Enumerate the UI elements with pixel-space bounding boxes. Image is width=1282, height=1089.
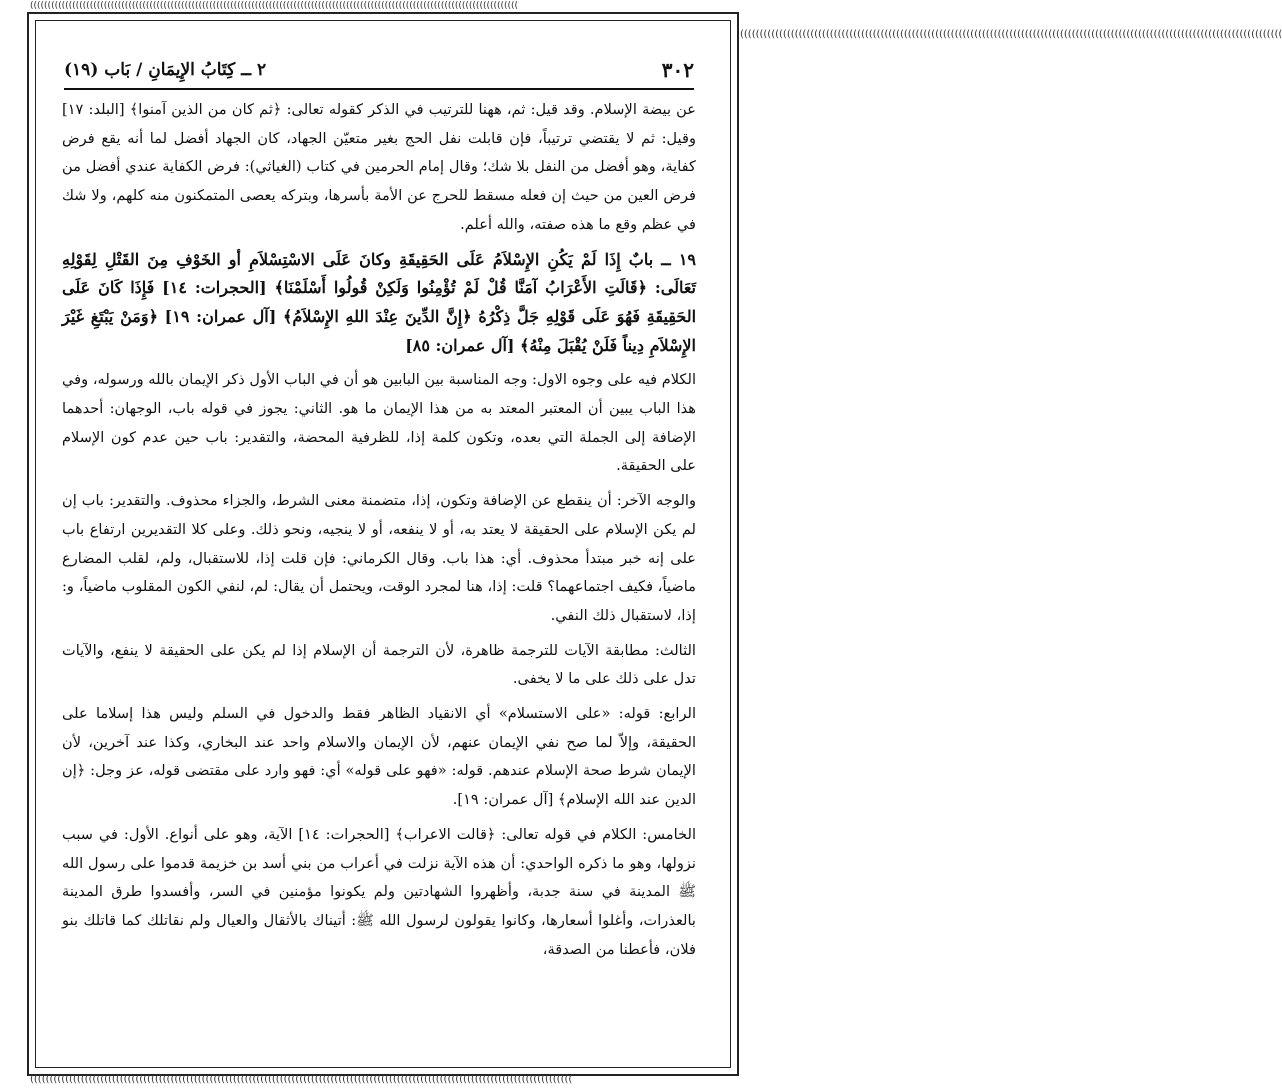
- top-ornament: (((((((((((((((((((((((((((((((((((((((((((((((((((((((((((((((((((((((((((((((((((((((((((((((((((((((((((((((((((((((((((((((((((((((((((: [30, 1, 519, 11]
- running-title: ٢ ــ كِتَابُ الإِيمَانِ / بَاب (١٩): [64, 60, 267, 80]
- page-number: ٣٠٢: [661, 58, 694, 82]
- main-text: [62, 96, 696, 1066]
- bottom-ornament: (((((((((((((((((((((((((((((((((((((((((((((((((((((((((((((((((((((((((((((((((((((((((((((((((((((((((((((((((((((((((((((((((((((((((((: [30, 1074, 573, 1085]
- paragraph-third: الثالث: مطابقة الآيات للترجمة ظاهرة، لأن الترجمة أن الإسلام إذا لم يكن على الحقيقة لا ينفع، والآيات تدل على ذلك على ما لا يخفى.: [62, 641, 696, 688]
- paragraph-other-aspect: والوجه الآخر: أن ينقطع عن الإضافة وتكون، إذا، متضمنة معنى الشرط، والجزاء محذوف. والتقدير: باب إن لم يكن الإسلام على الحقيقة لا يعتد به، أو لا ينفعه، أو لا ينجيه، ونحو ذلك. وعلى كلا التقديرين ارتفاع باب على إنه خبر مبتدأ محذوف. أي: هذا باب. وقال الكرماني: فإن قلت إذا، للاستقبال، ولم، لقلب المضارع ماضياً، فكيف اجتماعهما؟ قلت: إذا، هنا لمجرد الوقت، ويحتمل أن يقال: لم، لنفي الكون المقلوب ماضياً، و: إذا، لاستقبال ذلك النفي.: [62, 492, 696, 624]
- paragraph-fifth: الخامس: الكلام في قوله تعالى: ﴿قالت الاعراب﴾ [الحجرات: ١٤] الآية، وهو على أنواع. الأول: في سبب نزولها، وهو ما ذكره الواحدي: أن هذه الآية نزلت في أعراب من بني أسد بن خزيمة قدموا على رسول الله ﷺ المدينة في سنة جدبة، وأظهروا الشهادتين ولم يكونوا مؤمنين في السر، وأفسدوا طرق المدينة بالعذرات، وأغلوا أسعارها، وكانوا يقولون لرسول الله ﷺ: أتيناك بالأثقال والعيال ولم نقاتلك كما قاتلك بنو فلان، فأعطنا من الصدقة،: [62, 825, 696, 958]
- right-ornament: (((((((((((((((((((((((((((((((((((((((((((((((((((((((((((((((((((((((((((((((((((((((((((((((((((((((((((((((((((((((((((((((((((((((((((: [740, 29, 1282, 40]
- chapter-heading: ١٩ ــ بابٌ إِذَا لَمْ يَكُنِ الإِسْلاَمُ عَلَى الحَقِيقَةِ وكانَ عَلَى الاسْتِسْلاَمِ أو الخَوْفِ مِنَ القَتْلِ لِقَوْلِهِ تَعَالَى: ﴿قَالَتِ الأَعْرَابُ آمَنَّا قُلْ لَمْ تُؤْمِنُوا وَلَكِنْ قُولُوا أَسْلَمْنَا﴾ [الحجرات: ١٤] فَإِذَا كَانَ عَلَى الحَقِيقَةِ فَهُوَ عَلَى قَوْلِهِ جَلَّ ذِكْرُهُ ﴿إِنَّ الدِّينَ عِنْدَ اللهِ الإِسْلاَمُ﴾ [آل عمران: ١٩] ﴿وَمَنْ يَبْتَغِ غَيْرَ الإِسْلاَمِ دِيناً فَلَنْ يُقْبَلَ مِنْهُ﴾ [آل عمران: ٨٥]: [62, 249, 697, 355]
- page-header: [64, 58, 694, 90]
- paragraph-fourth: الرابع: قوله: «على الاستسلام» أي الانقياد الظاهر فقط والدخول في السلم وليس هذا إسلاما على الحقيقة، وإلاّ لما صح نفي الإيمان عنهم، لأن الإيمان والاسلام واحد عند البخاري، وكذا عند آخرين، لأن الإيمان شرط صحة الإسلام عندهم. قوله: «فهو على قوله» أي: فهو وارد على مقتضى قوله، عز وجل: ﴿إن الدين عند الله الإسلام﴾ [آل عمران: ١٩].: [62, 705, 696, 809]
- paragraph-continuation: عن بيضة الإسلام. وقد قيل: ثم، ههنا للترتيب في الذكر كقوله تعالى: ﴿ثم كان من الذين آمنوا﴾ [البلد: ١٧] وقيل: ثم لا يقتضي ترتيباً، فإن قابلت نفل الحج بغير متعيّن الجهاد، كان الجهاد أفضل لما أنه يقع فرض كفاية، وهو أفضل من النفل بلا شك؛ وقال إمام الحرمين في كتاب (الغياثي): فرض الكفاية عندي أفضل من فرض العين من حيث إن فعله مسقط للحرج عن الأمة بأسرها، وبتركه يعصى المتمكنون منه كلهم، ولا شك في عظم وقع ما هذه صفته، والله أعلم.: [62, 101, 696, 233]
- paragraph-aspects-intro: الكلام فيه على وجوه الاول: وجه المناسبة بين البابين هو أن في الباب الأول ذكر الإيمان بالله ورسوله، وفي هذا الباب يبين أن المعتبر المعتد به من هذا الإيمان ما هو. الثاني: يجوز في قوله باب، الوجهان: أحدهما الإضافة إلى الجملة التي بعده، وتكون كلمة إذا، للظرفية المحضة، والتقدير: باب حين عدم كون الإسلام على الحقيقة.: [62, 371, 696, 475]
